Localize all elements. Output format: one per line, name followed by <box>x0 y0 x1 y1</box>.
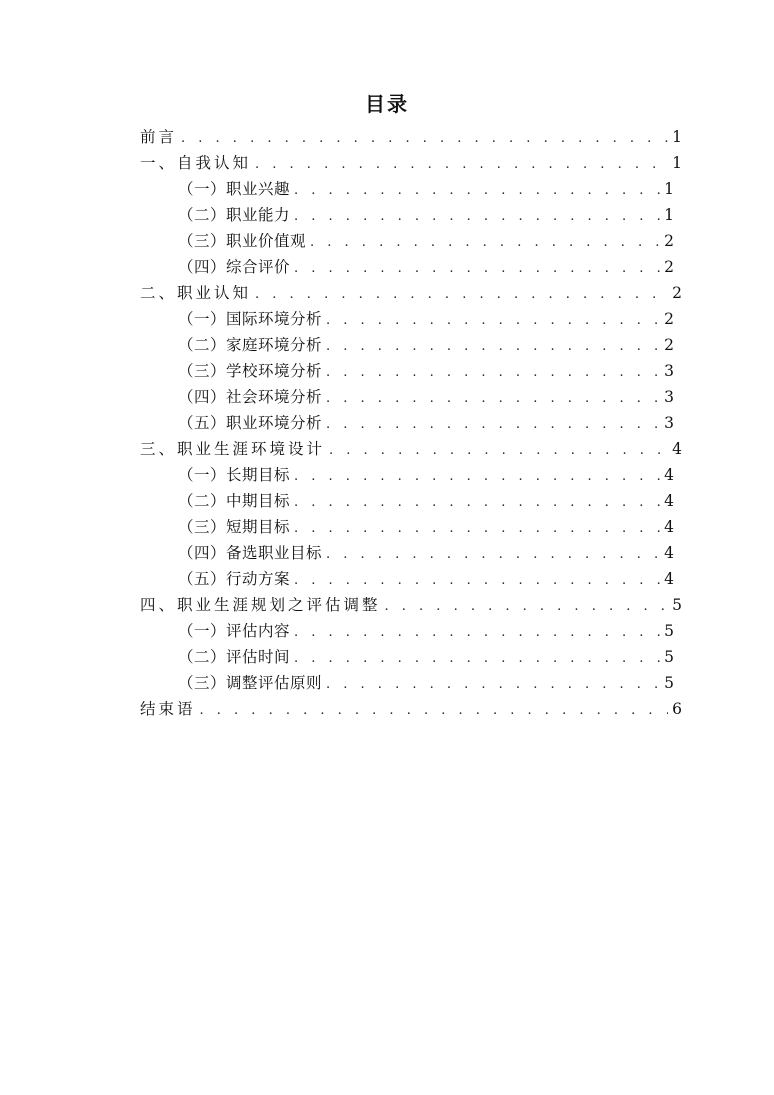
toc-entry[interactable] <box>140 644 682 670</box>
toc-page-number: 4 <box>664 466 674 484</box>
toc-entry-label: 四、职业生涯规划之评估调整 <box>140 596 381 614</box>
toc-page-number: 5 <box>664 674 674 692</box>
toc-entry[interactable] <box>140 176 682 202</box>
toc-dot-leader <box>255 152 668 178</box>
toc-entry[interactable] <box>140 618 682 644</box>
toc-entry-label: （二）家庭环境分析 <box>178 336 323 354</box>
toc-entry-label: （二）中期目标 <box>178 492 291 510</box>
toc-page-number: 1 <box>672 154 682 172</box>
toc-entry[interactable] <box>140 306 682 332</box>
toc-entry-label: （三）短期目标 <box>178 518 291 536</box>
toc-page-number: 6 <box>672 700 682 718</box>
toc-entry-label: （一）长期目标 <box>178 466 291 484</box>
toc-page-number: 2 <box>664 336 674 354</box>
toc-page-number: 4 <box>664 492 674 510</box>
toc-dot-leader <box>294 204 660 230</box>
toc-entry[interactable] <box>140 540 682 566</box>
toc-page-number: 4 <box>664 544 674 562</box>
toc-entry-label: 前言 <box>140 128 178 146</box>
toc-title: 目录 <box>365 92 409 116</box>
toc-entry-label: （四）备选职业目标 <box>178 544 323 562</box>
toc-dot-leader <box>326 412 660 438</box>
toc-dot-leader <box>255 282 668 308</box>
toc-entry[interactable] <box>140 670 682 696</box>
toc-page-number: 2 <box>664 232 674 250</box>
toc-entry-label: （四）综合评价 <box>178 258 291 276</box>
toc-page-number: 5 <box>664 648 674 666</box>
toc-page-number: 2 <box>672 284 682 302</box>
toc-dot-leader <box>294 568 660 594</box>
toc-entry[interactable] <box>140 332 682 358</box>
toc-entry[interactable] <box>140 566 682 592</box>
toc-entry[interactable] <box>140 254 682 280</box>
toc-dot-leader <box>294 516 660 542</box>
toc-entry-label: （二）评估时间 <box>178 648 291 666</box>
toc-page-number: 3 <box>664 362 674 380</box>
toc-page-number: 5 <box>672 596 682 614</box>
toc-page-number: 3 <box>664 388 674 406</box>
toc-entry-label: （三）职业价值观 <box>178 232 307 250</box>
toc-entry-label: （一）职业兴趣 <box>178 180 291 198</box>
toc-entry-label: （五）行动方案 <box>178 570 291 588</box>
toc-entry[interactable] <box>140 280 682 306</box>
toc-page-number: 1 <box>664 206 674 224</box>
toc-dot-leader <box>294 464 660 490</box>
toc-page-number: 1 <box>672 128 682 146</box>
toc-entry[interactable] <box>140 514 682 540</box>
toc-dot-leader <box>294 178 660 204</box>
toc-entry[interactable] <box>140 150 682 176</box>
toc-entry-label: 一、自我认知 <box>140 154 252 172</box>
toc-entry[interactable] <box>140 124 682 150</box>
toc-entry[interactable] <box>140 696 682 722</box>
toc-dot-leader <box>326 542 660 568</box>
toc-entry-label: （三）调整评估原则 <box>178 674 323 692</box>
toc-entry[interactable] <box>140 436 682 462</box>
toc-dot-leader <box>294 256 660 282</box>
toc-entry[interactable] <box>140 228 682 254</box>
toc-dot-leader <box>326 334 660 360</box>
toc-page-number: 5 <box>664 622 674 640</box>
toc-entry-label: 二、职业认知 <box>140 284 252 302</box>
toc-page-number: 2 <box>664 310 674 328</box>
toc-entry[interactable] <box>140 488 682 514</box>
toc-list <box>140 124 682 722</box>
toc-page-number: 4 <box>672 440 682 458</box>
toc-dot-leader <box>326 386 660 412</box>
toc-dot-leader <box>310 230 660 256</box>
toc-page-number: 4 <box>664 570 674 588</box>
toc-entry-label: （四）社会环境分析 <box>178 388 323 406</box>
toc-entry[interactable] <box>140 462 682 488</box>
toc-page-number: 1 <box>664 180 674 198</box>
toc-entry-label: （一）国际环境分析 <box>178 310 323 328</box>
toc-page-number: 2 <box>664 258 674 276</box>
toc-entry[interactable] <box>140 202 682 228</box>
toc-dot-leader <box>200 698 669 724</box>
toc-entry[interactable] <box>140 358 682 384</box>
toc-entry-label: （五）职业环境分析 <box>178 414 323 432</box>
toc-dot-leader <box>326 672 660 698</box>
toc-dot-leader <box>326 360 660 386</box>
toc-entry-label: 结束语 <box>140 700 196 718</box>
toc-dot-leader <box>181 126 668 152</box>
toc-dot-leader <box>329 438 668 464</box>
toc-entry-label: 三、职业生涯环境设计 <box>140 440 326 458</box>
toc-dot-leader <box>294 490 660 516</box>
toc-page-number: 3 <box>664 414 674 432</box>
toc-page-number: 4 <box>664 518 674 536</box>
toc-dot-leader <box>326 308 660 334</box>
toc-entry[interactable] <box>140 592 682 618</box>
toc-dot-leader <box>385 594 669 620</box>
toc-dot-leader <box>294 620 660 646</box>
toc-entry-label: （二）职业能力 <box>178 206 291 224</box>
toc-entry[interactable] <box>140 410 682 436</box>
toc-entry-label: （一）评估内容 <box>178 622 291 640</box>
toc-dot-leader <box>294 646 660 672</box>
toc-entry[interactable] <box>140 384 682 410</box>
toc-entry-label: （三）学校环境分析 <box>178 362 323 380</box>
